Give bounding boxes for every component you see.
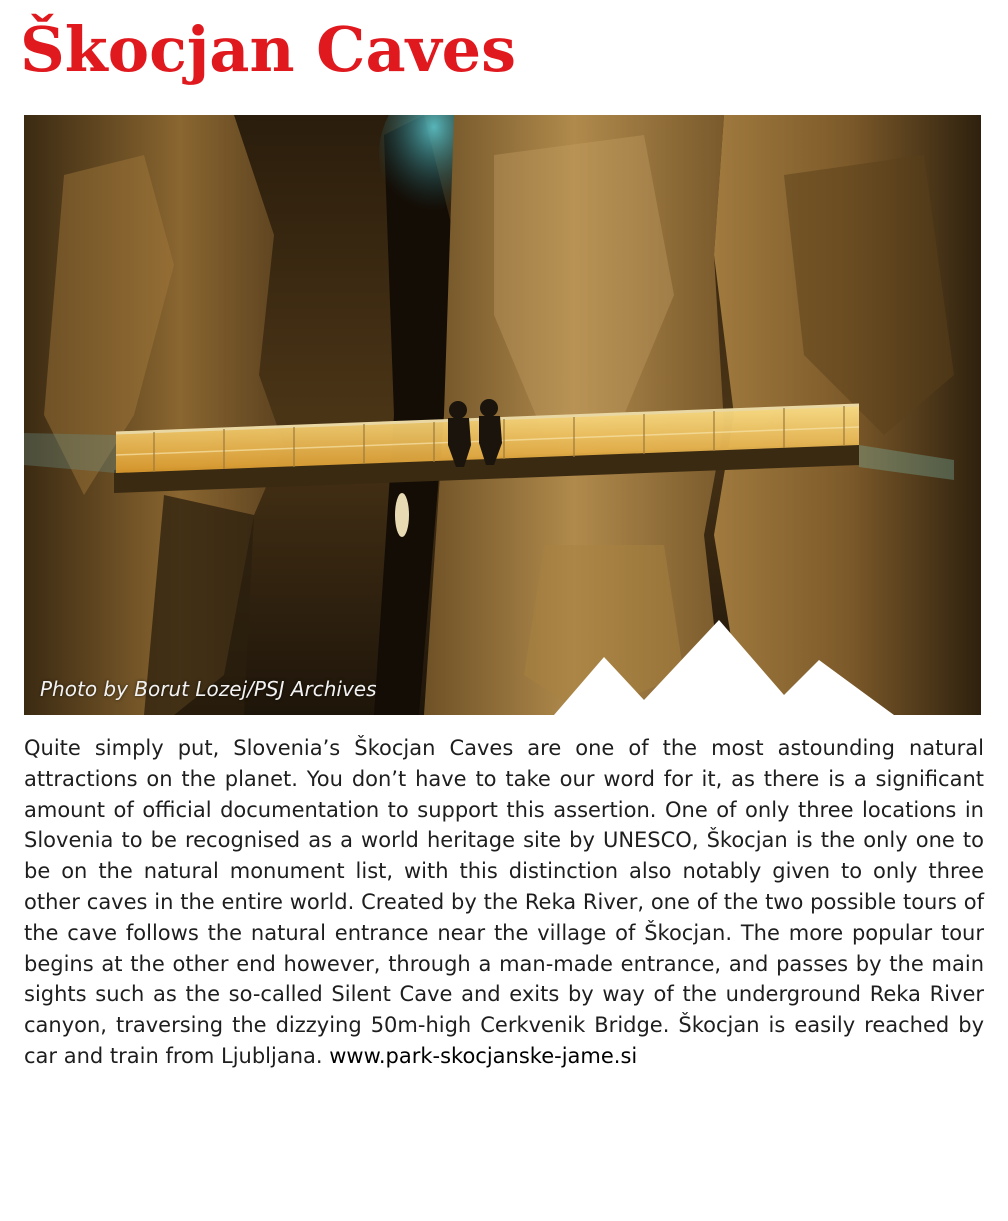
cave-bridge-photo: [24, 115, 981, 715]
photo-credit: Photo by Borut Lozej/PSJ Archives: [40, 677, 377, 701]
website-link[interactable]: www.park-skocjanske-jame.si: [329, 1043, 638, 1068]
article-body-text: Quite simply put, Slovenia’s Škocjan Caves are one of the most astounding natural attractions on the planet. You don’t have to take our word for it, as there is a significant amount of official documentation to support this assertion. One of only three locations in Slovenia to be recognised as a world heritage site by UNESCO, Škocjan is the only one to be on the natural monument list, with this distinction also notably given to only three other caves in the entire world. Created by the Reka River, one of the two possible tours of the cave follows the natural entrance near the village of Škocjan. The more popular tour begins at the other end however, through a man-made entrance, and passes by the main sights such as the so-called Silent Cave and exits by way of the underground Reka River canyon, traversing the dizzying 50m-high Cerkvenik Bridge. Škocjan is easily reached by car and train from Ljubljana.: [24, 736, 984, 1068]
article-body: [24, 733, 984, 1072]
article-title: Škocjan Caves: [20, 13, 516, 86]
cave-illustration: [24, 115, 981, 715]
